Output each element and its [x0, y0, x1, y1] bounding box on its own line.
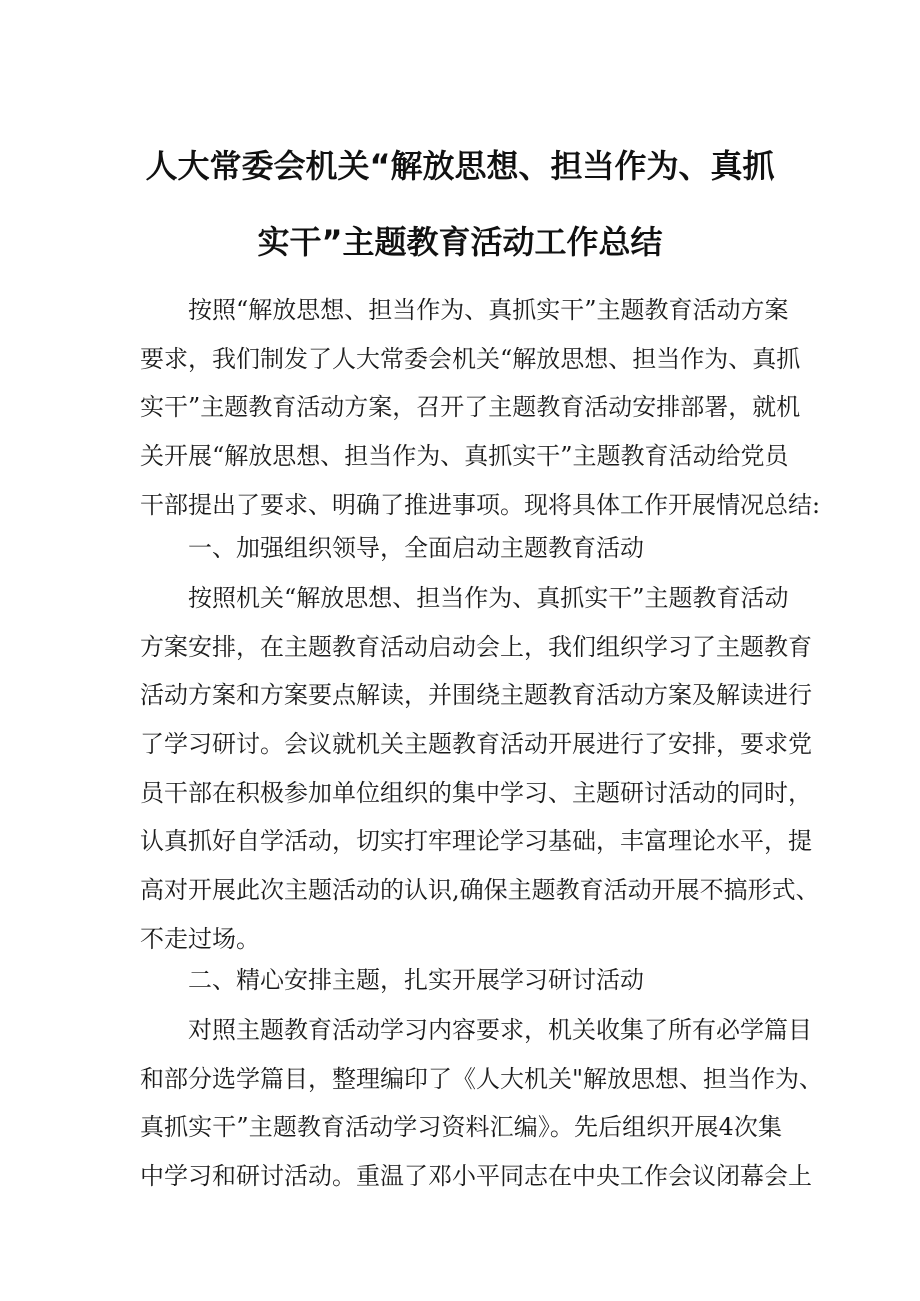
paragraph-line: 按照机关“解放思想、担当作为、真抓实干”主题教育活动 — [188, 584, 789, 612]
paragraph-line: 关开展“解放思想、担当作为、真抓实干”主题教育活动给党员 — [140, 442, 789, 471]
section-2-heading: 二、精心安排主题，扎实开展学习研讨活动 — [188, 966, 644, 994]
paragraph-line: 高对开展此次主题活动的认识,确保主题教育活动开展不搞形式、 — [140, 876, 820, 905]
paragraph-line: 要求，我们制发了人大常委会机关“解放思想、担当作为、真抓 — [140, 344, 801, 373]
paragraph-line: 真抓实干”主题教育活动学习资料汇编》。先后组织开展4次集 — [140, 1113, 782, 1142]
intro-paragraph — [140, 286, 821, 529]
paragraph-line: 中学习和研讨活动。重温了邓小平同志在中央工作会议闭幕会上 — [140, 1162, 812, 1191]
paragraph-line: 了学习研讨。会议就机关主题教育活动开展进行了安排，要求党 — [140, 730, 812, 759]
paragraph-line: 按照“解放思想、担当作为、真抓实干”主题教育活动方案 — [188, 296, 789, 324]
paragraph-line: 方案安排，在主题教育活动启动会上，我们组织学习了主题教育 — [140, 632, 812, 661]
paragraph-line: 对照主题教育活动学习内容要求，机关收集了所有必学篇目 — [188, 1016, 812, 1044]
paragraph-line: 活动方案和方案要点解读，并围绕主题教育活动方案及解读进行 — [140, 681, 812, 710]
paragraph-line: 员干部在积极参加单位组织的集中学习、主题研讨活动的同时， — [140, 778, 812, 807]
paragraph-line: 认真抓好自学活动，切实打牢理论学习基础，丰富理论水平，提 — [140, 827, 812, 856]
section-1-heading: 一、加强组织领导，全面启动主题教育活动 — [188, 534, 644, 562]
section-1-paragraph — [140, 574, 820, 964]
paragraph-line: 和部分选学篇目，整理编印了《人大机关"解放思想、担当作为、 — [140, 1064, 824, 1093]
paragraph-line: 不走过场。 — [140, 924, 260, 953]
paragraph-line: 干部提出了要求、明确了推进事项。现将具体工作开展情况总结: — [140, 490, 821, 519]
section-2-paragraph — [140, 1006, 824, 1201]
document-title-line-1: 人大常委会机关“解放思想、担当作为、真抓 — [145, 147, 775, 185]
paragraph-line: 实干”主题教育活动方案，召开了主题教育活动安排部署，就机 — [140, 393, 801, 422]
document-title-line-2: 实干”主题教育活动工作总结 — [257, 223, 663, 261]
